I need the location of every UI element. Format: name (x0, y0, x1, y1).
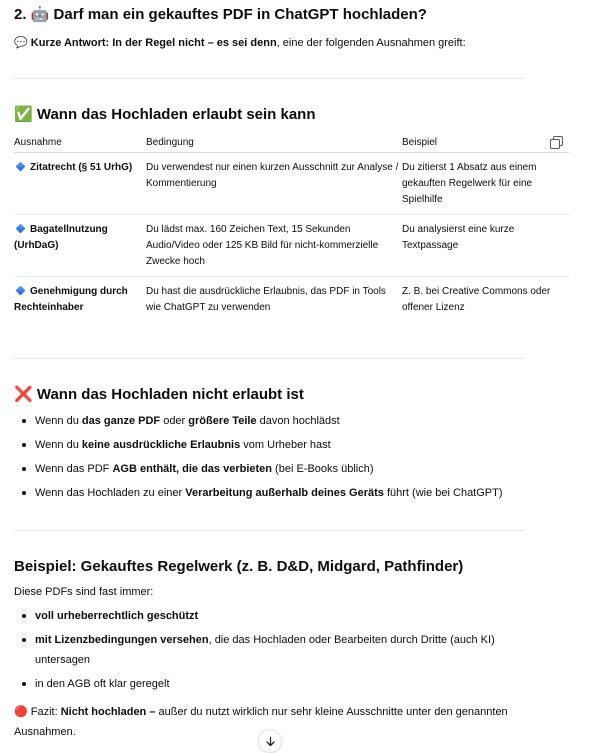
table-cell-ausnahme: Zitatrecht (§ 51 UrhG) (14, 160, 146, 214)
arrow-down-icon (265, 736, 276, 747)
list-item: Wenn das Hochladen zu einer Verarbeitung außerhalb deines Geräts führt (wie bei ChatGPT) (14, 483, 574, 507)
fazit-bold: Nicht hochladen – (60, 706, 156, 718)
table-row (14, 277, 569, 323)
example-heading: Beispiel: Gekauftes Regelwerk (z. B. D&D, Midgard, Pathfinder) (14, 558, 464, 575)
list-item: Wenn das PDF AGB enthält, die das verbieten (bei E-Books üblich) (14, 459, 574, 483)
speech-bubble-icon: 💬 (14, 37, 28, 49)
fazit-label: Fazit: (30, 706, 61, 718)
short-answer-rest: , eine der folgenden Ausnahmen greift: (276, 37, 466, 49)
example-intro: Diese PDFs sind fast immer: (14, 586, 154, 598)
table-row (14, 153, 569, 215)
table-header (14, 134, 569, 153)
divider (14, 530, 524, 531)
blue-diamond-icon (16, 162, 26, 172)
short-answer (14, 35, 466, 51)
list-item: mit Lizenzbedingungen versehen, die das Hochladen oder Bearbeiten durch Dritte (auch KI) untersagen (14, 630, 514, 674)
list-item: Wenn du keine ausdrückliche Erlaubnis vom Urheber hast (14, 435, 574, 459)
not-allowed-list (14, 411, 574, 507)
table-row (14, 215, 569, 277)
not-allowed-heading: ❌ Wann das Hochladen nicht erlaubt ist (14, 386, 304, 403)
table-cell-beispiel: Du zitierst 1 Absatz aus einem gekauften Regelwerk für eine Spielhilfe (402, 162, 537, 205)
table-cell-bedingung: Du hast die ausdrückliche Erlaubnis, das PDF in Tools wie ChatGPT zu verwenden (146, 286, 386, 313)
column-header-ausnahme: Ausnahme (14, 137, 62, 148)
fazit-rest: außer du nutzt wirklich nur sehr kleine Ausschnitte unter den genannten Ausnahmen. (14, 706, 508, 738)
table-cell-beispiel: Z. B. bei Creative Commons oder offener Lizenz (402, 286, 551, 313)
scroll-down-button[interactable] (258, 729, 282, 753)
blue-diamond-icon (16, 286, 26, 296)
table-cell-ausnahme: Bagatellnutzung (UrhDaG) (14, 224, 108, 251)
blue-diamond-icon (16, 224, 26, 234)
table-cell-beispiel: Du analysierst eine kurze Textpassage (402, 224, 515, 251)
list-item: voll urheberrechtlich geschützt (14, 606, 514, 630)
exceptions-table (14, 134, 569, 323)
divider (14, 78, 524, 79)
table-cell-bedingung: Du verwendest nur einen kurzen Ausschnitt zur Analyse / Kommentierung (146, 162, 399, 189)
divider (14, 358, 524, 359)
table-cell-bedingung: Du lädst max. 160 Zeichen Text, 15 Sekunden Audio/Video oder 125 KB Bild für nicht-kommerzielle Zwecke hoch (146, 224, 379, 267)
short-answer-bold: Kurze Antwort: In der Regel nicht – es sei denn (30, 37, 277, 49)
list-item: Wenn du das ganze PDF oder größere Teile davon hochlädst (14, 411, 574, 435)
allowed-heading: ✅ Wann das Hochladen erlaubt sein kann (14, 106, 316, 123)
list-item: in den AGB oft klar geregelt (14, 674, 514, 698)
column-header-beispiel: Beispiel (402, 137, 438, 148)
question-heading: 2. 🤖 Darf man ein gekauftes PDF in ChatGPT hochladen? (14, 6, 427, 23)
red-circle-icon: 🔴 (14, 706, 28, 718)
column-header-bedingung: Bedingung (146, 137, 194, 148)
example-list (14, 606, 514, 698)
table-cell-ausnahme: Genehmigung durch Rechteinhaber (14, 286, 128, 313)
